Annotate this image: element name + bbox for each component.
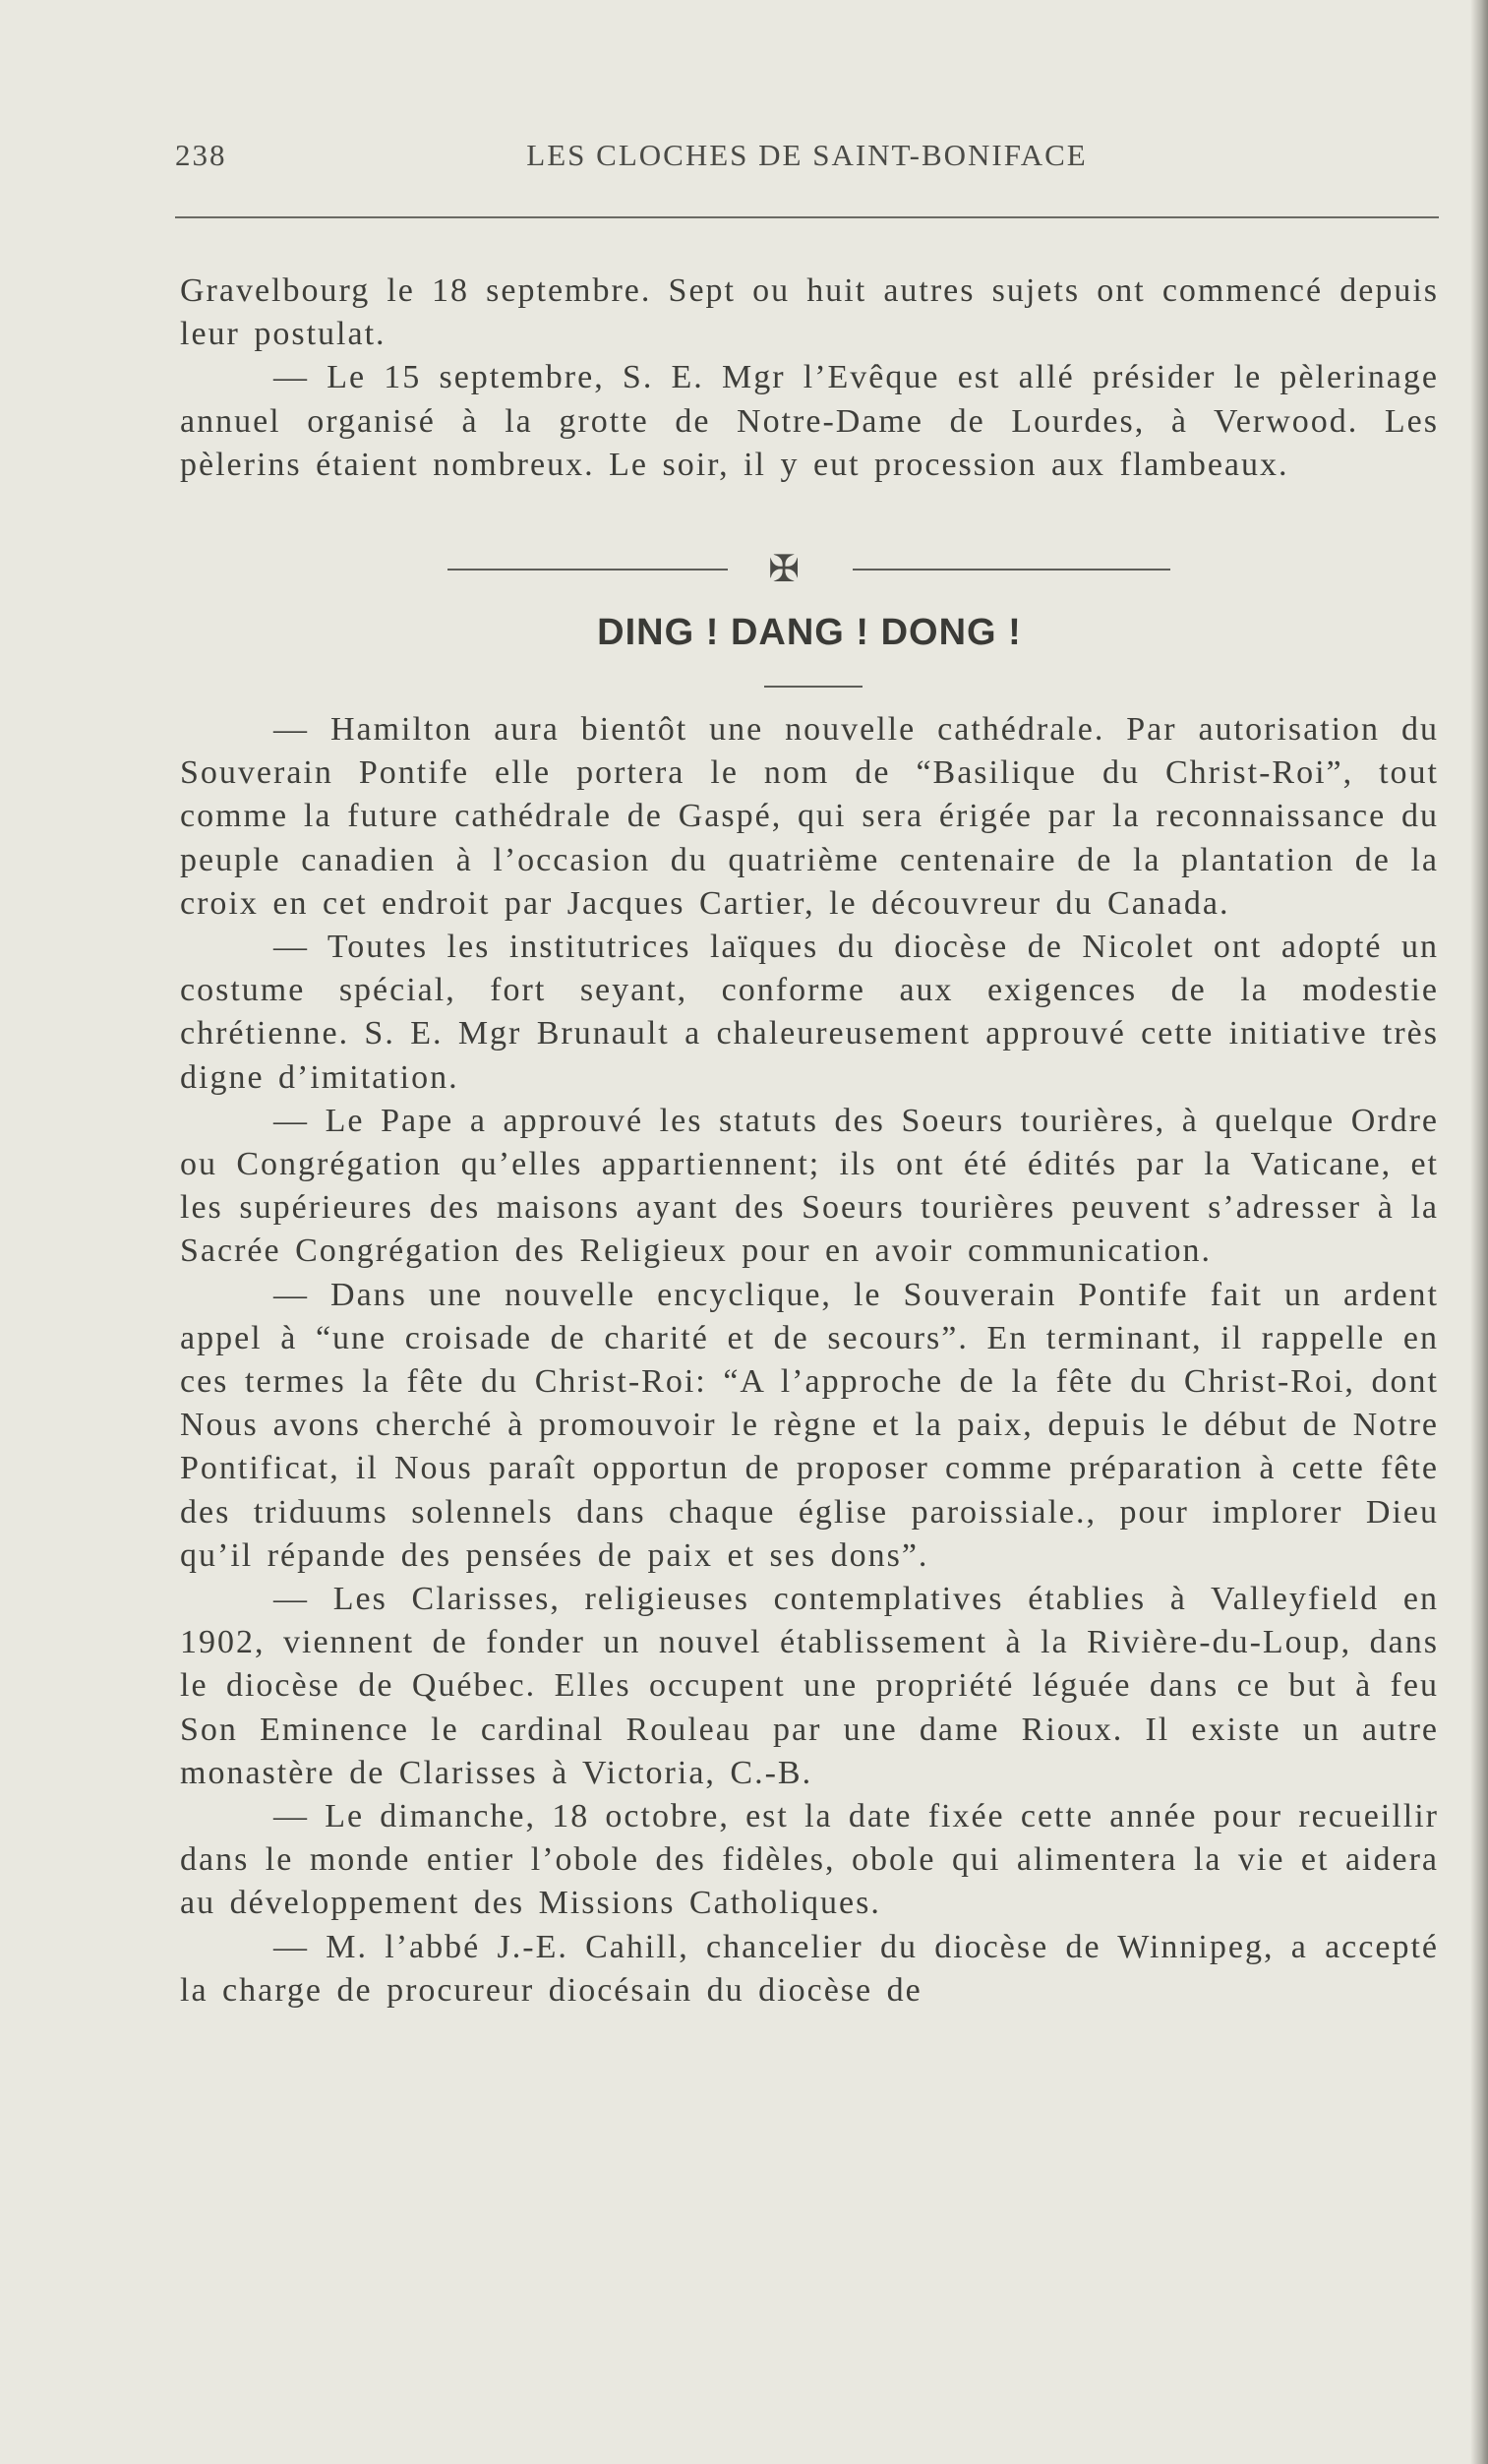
paragraph: Gravelbourg le 18 septembre. Sept ou huit autres sujets ont commencé depuis leur postulat.: [180, 272, 1439, 353]
news-item: — M. l’abbé J.-E. Cahill, chancelier du diocèse de Winnipeg, a accepté la charge de procureur diocésain du diocèse de: [180, 1928, 1439, 2009]
title-underline: [764, 686, 863, 688]
news-item: — Dans une nouvelle encyclique, le Souverain Pontife fait un ardent appel à “une croisade de charité et de secours”. En terminant, il rappelle en ces termes la fête du Christ-Roi: “A l’approche de la fête du Christ-Roi, dont Nous avons cherché à promouvoir le règne et la paix, depuis le début de Notre Pontificat, il Nous paraît opportun de proposer comme préparation à cette fête des triduums solennels dans chaque église paroissiale., pour implorer Dieu qu’il répande des pensées de paix et ses dons”.: [180, 1276, 1439, 1574]
page-header: [175, 138, 1439, 177]
news-item: — Hamilton aura bientôt une nouvelle cathédrale. Par autorisation du Souverain Pontife elle portera le nom de “Basilique du Christ-Roi”, tout comme la future cathédrale de Gaspé, qui sera érigée par la reconnaissance du peuple canadien à l’occasion du quatrième centenaire de la plantation de la croix en cet endroit par Jacques Cartier, le découvreur du Canada.: [180, 711, 1439, 922]
page-edge-shadow: [1470, 0, 1488, 2464]
page-number: 238: [175, 138, 227, 172]
maltese-cross-icon: ✠: [768, 547, 800, 590]
news-item: — Le dimanche, 18 octobre, est la date fixée cette année pour recueillir dans le monde entier l’obole des fidèles, obole qui alimentera la vie et aidera au développement des Missions Catholiques.: [180, 1798, 1439, 1922]
paragraph: — Le 15 septembre, S. E. Mgr l’Evêque est allé présider le pèlerinage annuel organisé à la grotte de Notre-Dame de Lourdes, à Verwood. Les pèlerins étaient nombreux. Le soir, il y eut procession aux flambeaux.: [180, 359, 1439, 483]
news-item: — Les Clarisses, religieuses contemplatives établies à Valleyfield en 1902, viennent de fonder un nouvel établissement à la Rivière-du-Loup, dans le diocèse de Québec. Elles occupent une propriété léguée dans ce but à feu Son Eminence le cardinal Rouleau par une dame Rioux. Il existe un autre monastère de Clarisses à Victoria, C.-B.: [180, 1581, 1439, 1791]
news-item: — Toutes les institutrices laïques du diocèse de Nicolet ont adopté un costume spécial, fort seyant, conforme aux exigences de la modestie chrétienne. S. E. Mgr Brunault a chaleureusement approuvé cette initiative très digne d’imitation.: [180, 929, 1439, 1096]
news-items-block: [180, 708, 1439, 2013]
continued-text-block: [180, 270, 1439, 487]
separator-line-left: [447, 569, 728, 571]
section-separator: [447, 549, 1170, 588]
news-item: — Le Pape a approuvé les statuts des Soeurs tourières, à quelque Ordre ou Congrégation qu’elles appartiennent; ils ont été édités par la Vaticane, et les supérieures des maisons ayant des Soeurs tourières peuvent s’adresser à la Sacrée Congrégation des Religieux pour en avoir communication.: [180, 1102, 1439, 1270]
running-title: LES CLOCHES DE SAINT-BONIFACE: [526, 138, 1088, 172]
section-title: DING ! DANG ! DONG !: [597, 612, 1022, 653]
header-rule: [175, 216, 1439, 218]
separator-line-right: [853, 569, 1170, 571]
